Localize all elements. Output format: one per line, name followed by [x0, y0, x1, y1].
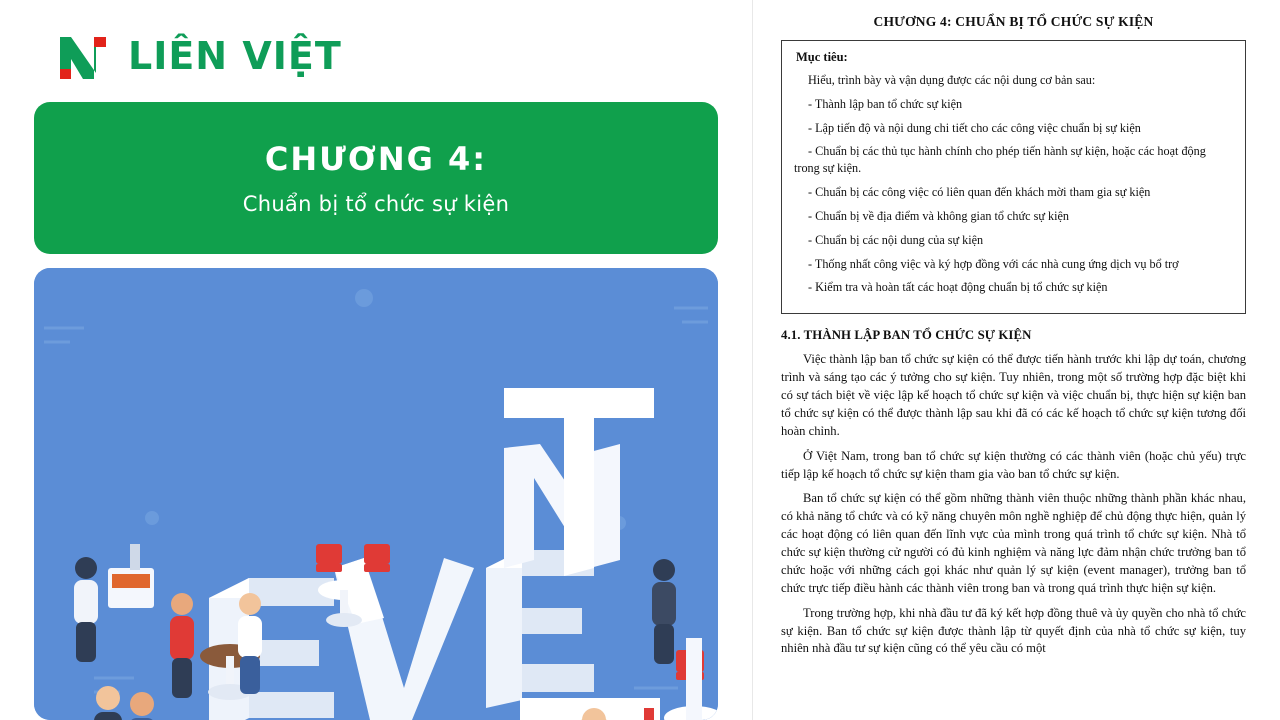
body-paragraph: Ban tổ chức sự kiện có thể gồm những thành viên thuộc những thành phần khác nhau, có khả năng tổ chức và có kỹ năng chuyên môn nghề nghiệp để chủ động thực hiện, quản lý các hoạt động có liên quan đến lĩnh vực của mình trong quá trình tổ chức sự kiện. Nhà tổ chức sự kiện thường cử người có đủ kinh nghiệm và năng lực đảm nhận chức trưởng ban tổ chức hoặc với những cách gọi khác như quản lý sự kiện (event manager), trưởng ban tổ chức trực tiếp điều hành các thành viên trong ban và trong quá trình thực hiện sự kiện. [781, 491, 1246, 595]
title-card [34, 102, 718, 254]
page-title: CHƯƠNG 4: [264, 140, 488, 178]
document-panel [752, 0, 1280, 720]
doc-chapter-title: CHƯƠNG 4: CHUẨN BỊ TỔ CHỨC SỰ KIỆN [873, 14, 1154, 29]
body-paragraph: Việc thành lập ban tổ chức sự kiện có thể được tiến hành trước khi lập dự toán, chương trình và sáng tạo các ý tưởng cho sự kiện. Tuy nhiên, trong một số trường hợp đặc biệt khi có sự tách biệt về việc lập kế hoạch tổ chức sự kiện và việc chuẩn bị, thực hiện sự kiện ban tổ chức sự kiện có thể được thành lập sau khi đã có các kế hoạch tổ chức sự kiện tương đối hoàn chỉnh. [781, 352, 1246, 438]
body-paragraph: Trong trường hợp, khi nhà đầu tư đã ký kết hợp đồng thuê và ủy quyền cho nhà tổ chức sự kiện. Ban tổ chức sự kiện được thành lập từ quyết định của nhà tổ chức sự kiện, tuy nhiên nhà đầu tư sự kiện cũng có thể yêu cầu có một [781, 605, 1246, 656]
objective-item: - Lập tiến độ và nội dung chi tiết cho các công việc chuẩn bị sự kiện [808, 120, 1141, 135]
objective-item: - Kiểm tra và hoàn tất các hoạt động chuẩn bị tổ chức sự kiện [808, 280, 1108, 295]
objective-item: - Chuẩn bị các thủ tục hành chính cho phép tiến hành sự kiện, hoặc các hoạt động trong sự kiện. [794, 144, 1206, 176]
event-isometric-illustration [34, 268, 718, 720]
brand-name: LIÊN VIỆT [128, 34, 342, 78]
objective-item: - Chuẩn bị các công việc có liên quan đến khách mời tham gia sự kiện [808, 185, 1151, 200]
body-paragraph: Ở Việt Nam, trong ban tổ chức sự kiện thường có các thành viên (hoặc chủ yếu) trực tiếp lập kế hoạch tổ chức sự kiện tham gia vào ban tổ chức sự kiện. [781, 448, 1246, 481]
objective-box [781, 40, 1246, 314]
brand-row [34, 26, 718, 86]
objective-heading: Mục tiêu: [796, 50, 848, 64]
objective-item: - Thành lập ban tổ chức sự kiện [808, 96, 963, 111]
objective-item: - Chuẩn bị về địa điểm và không gian tổ chức sự kiện [808, 208, 1069, 223]
page-subtitle: Chuẩn bị tổ chức sự kiện [242, 192, 510, 216]
objective-lead: Hiểu, trình bày và vận dụng được các nội dung cơ bản sau: [808, 73, 1096, 87]
objective-item: - Chuẩn bị các nội dung của sự kiện [808, 232, 984, 247]
section-heading: 4.1. THÀNH LẬP BAN TỔ CHỨC SỰ KIỆN [781, 328, 1032, 343]
liet-viet-n-logo-icon [56, 31, 114, 81]
objective-item: - Thống nhất công việc và ký hợp đồng với các nhà cung ứng dịch vụ bổ trợ [808, 256, 1179, 271]
